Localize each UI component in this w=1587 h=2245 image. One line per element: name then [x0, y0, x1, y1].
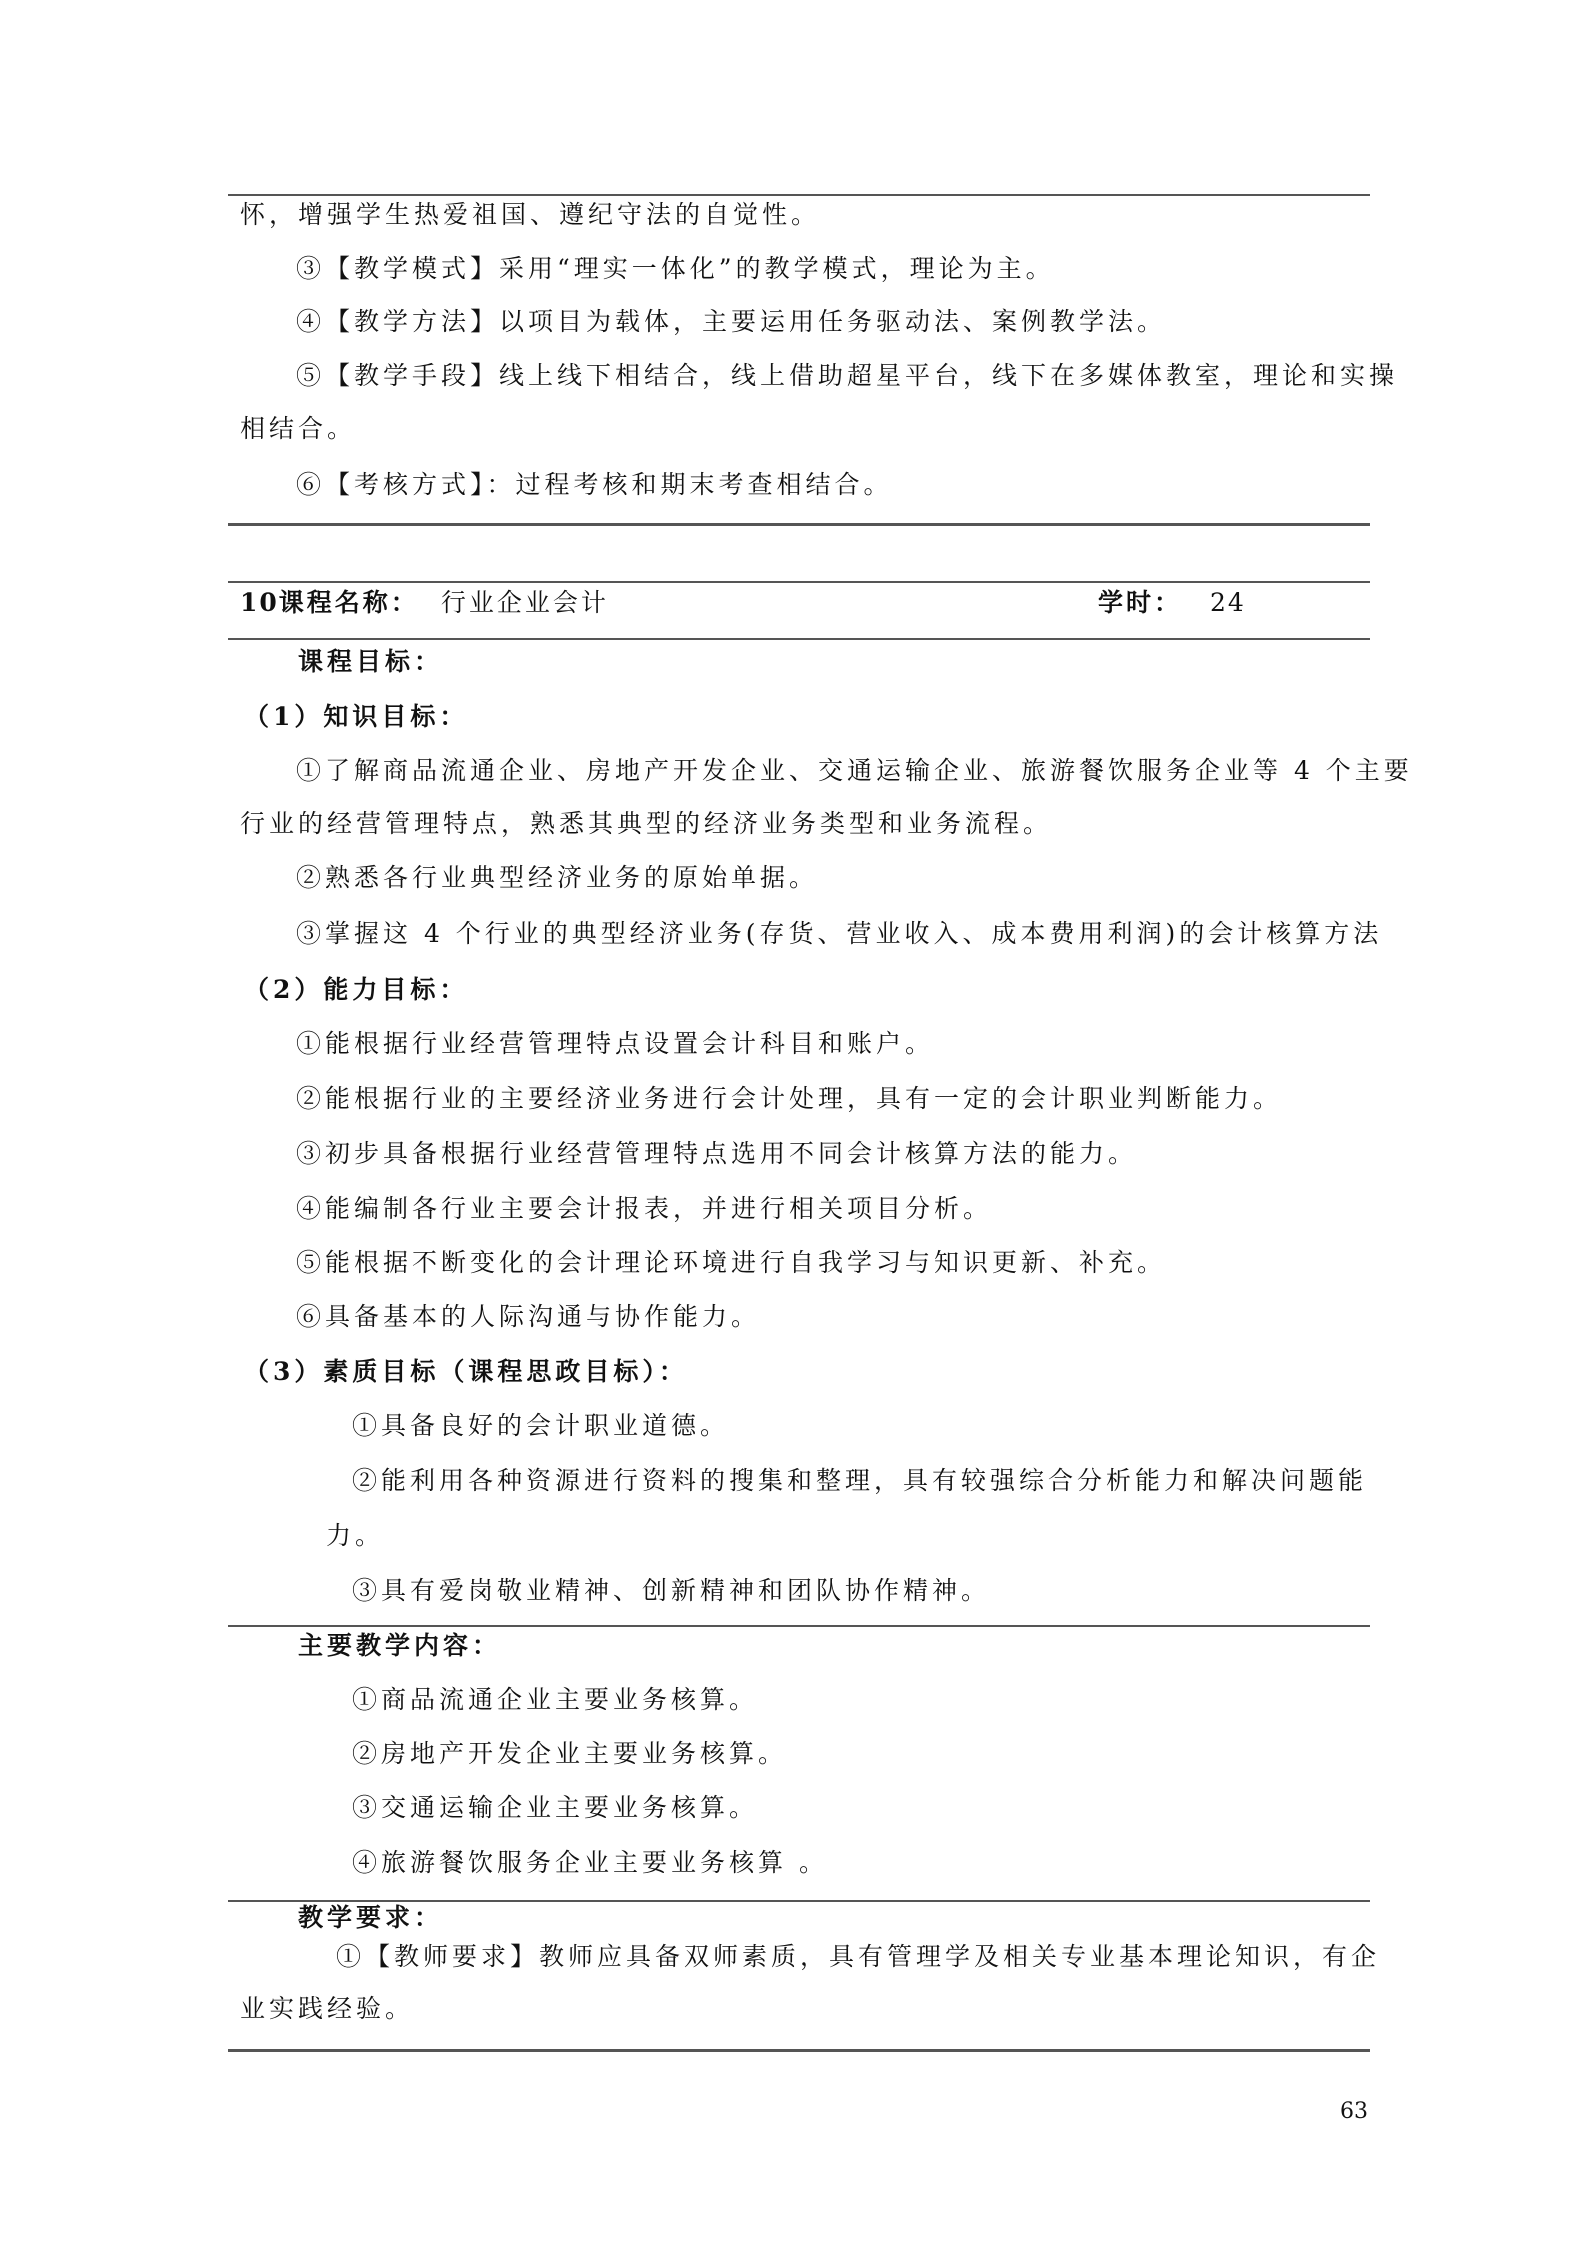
content-heading: 主要教学内容：	[298, 1631, 502, 1660]
content-item: ①商品流通企业主要业务核算。	[352, 1685, 759, 1714]
requirements-bottom-rule	[228, 2049, 1370, 2052]
quality-item: ②能利用各种资源进行资料的搜集和整理，具有较强综合分析能力和解决问题能	[352, 1466, 1368, 1495]
teaching-method-line: ④【教学方法】以项目为载体，主要运用任务驱动法、案例教学法。	[296, 307, 1167, 336]
page-number: 63	[1340, 2099, 1368, 2124]
requirements-item-cont: 业实践经验。	[240, 1994, 415, 2023]
content-item: ④旅游餐饮服务企业主要业务核算 。	[352, 1848, 828, 1877]
quality-item-cont: 力。	[326, 1521, 385, 1550]
ability-heading: （2）能力目标：	[244, 975, 469, 1004]
course-header	[240, 583, 1360, 623]
section-top-rule	[228, 194, 1370, 196]
teaching-means-line-cont: 相结合。	[240, 414, 357, 443]
section-bottom-rule	[228, 523, 1370, 526]
ability-item: ④能编制各行业主要会计报表，并进行相关项目分析。	[296, 1194, 993, 1223]
course-hours	[1098, 583, 1246, 623]
ability-item: ②能根据行业的主要经济业务进行会计处理，具有一定的会计职业判断能力。	[296, 1084, 1283, 1113]
content-item: ②房地产开发企业主要业务核算。	[352, 1739, 788, 1768]
course-hours-label: 学时：	[1098, 588, 1183, 617]
course-name: 行业企业会计	[440, 588, 609, 617]
quality-item: ③具有爱岗敬业精神、创新精神和团队协作精神。	[352, 1576, 991, 1605]
course-name-label: 课程名称：	[278, 588, 419, 617]
assessment-line: ⑥【考核方式】：过程考核和期末考查相结合。	[296, 470, 893, 499]
knowledge-item-cont: 行业的经营管理特点，熟悉其典型的经济业务类型和业务流程。	[240, 809, 1053, 838]
objectives-heading: 课程目标：	[298, 647, 444, 676]
course-number: 10	[240, 588, 279, 617]
course-hours-value: 24	[1210, 588, 1246, 617]
content-item: ③交通运输企业主要业务核算。	[352, 1793, 759, 1822]
ability-item: ⑤能根据不断变化的会计理论环境进行自我学习与知识更新、补充。	[296, 1248, 1167, 1277]
knowledge-item: ③掌握这 4 个行业的典型经济业务(存货、营业收入、成本费用利润)的会计核算方法	[296, 919, 1383, 948]
ability-item: ⑥具备基本的人际沟通与协作能力。	[296, 1302, 761, 1331]
knowledge-heading: （1）知识目标：	[244, 702, 469, 731]
knowledge-item: ②熟悉各行业典型经济业务的原始单据。	[296, 863, 819, 892]
ability-item: ①能根据行业经营管理特点设置会计科目和账户。	[296, 1029, 935, 1058]
content-top-rule	[228, 1625, 1370, 1627]
requirements-item: ①【教师要求】教师应具备双师素质，具有管理学及相关专业基本理论知识，有企	[336, 1942, 1381, 1971]
teaching-mode-line: ③【教学模式】采用“理实一体化”的教学模式，理论为主。	[296, 254, 1055, 283]
requirements-heading: 教学要求：	[298, 1903, 444, 1932]
knowledge-item: ①了解商品流通企业、房地产开发企业、交通运输企业、旅游餐饮服务企业等 4 个主要	[296, 756, 1413, 785]
teaching-means-line: ⑤【教学手段】线上线下相结合，线上借助超星平台，线下在多媒体教室，理论和实操	[296, 361, 1399, 390]
quality-item: ①具备良好的会计职业道德。	[352, 1411, 730, 1440]
quality-heading: （3）素质目标（课程思政目标）：	[244, 1357, 688, 1386]
course-header-bottom-rule	[228, 638, 1370, 640]
continued-text-line: 怀，增强学生热爱祖国、遵纪守法的自觉性。	[240, 200, 821, 229]
ability-item: ③初步具备根据行业经营管理特点选用不同会计核算方法的能力。	[296, 1139, 1138, 1168]
